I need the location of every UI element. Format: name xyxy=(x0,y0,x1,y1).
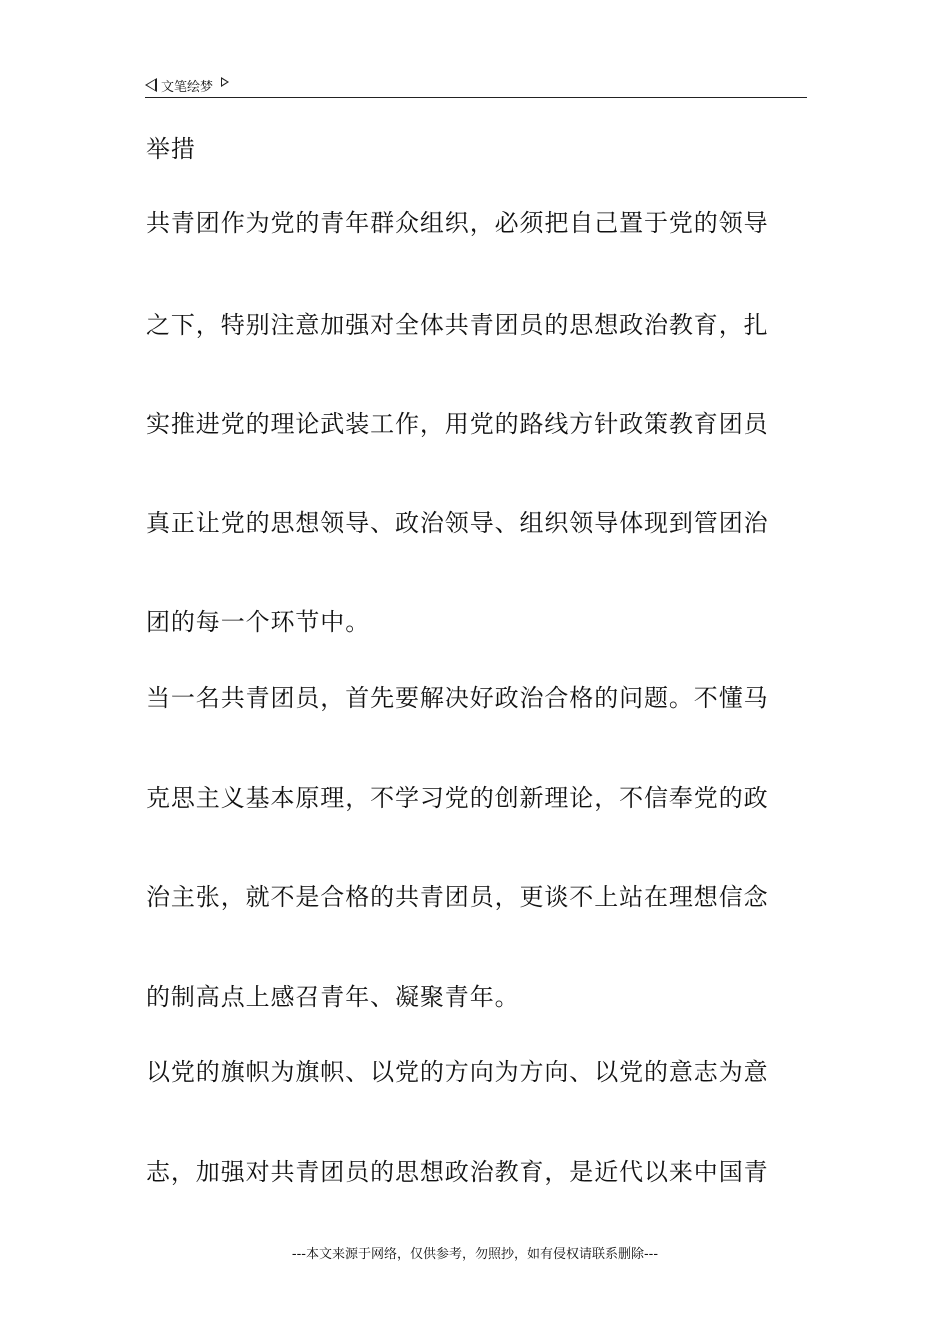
text-line: 的制高点上感召青年、凝聚青年。 xyxy=(146,983,520,1011)
triangle-left-icon xyxy=(145,78,157,92)
text-line: 之下，特别注意加强对全体共青团员的思想政治教育，扎 xyxy=(146,311,769,339)
footer-disclaimer: ---本文来源于网络，仅供参考，勿照抄，如有侵权请联系删除--- xyxy=(291,1247,659,1262)
text-line: 以党的旗帜为旗帜、以党的方向为方向、以党的意志为意 xyxy=(146,1058,769,1086)
text-line: 克思主义基本原理，不学习党的创新理论，不信奉党的政 xyxy=(146,784,769,812)
text-line: 团的每一个环节中。 xyxy=(146,608,371,636)
text-line: 举措 xyxy=(146,135,196,163)
header-brand xyxy=(145,74,229,96)
header-title: 文笔绘梦 xyxy=(161,79,214,95)
text-line: 共青团作为党的青年群众组织，必须把自己置于党的领导 xyxy=(146,209,769,237)
text-line: 真正让党的思想领导、政治领导、组织领导体现到管团治 xyxy=(146,509,769,537)
triangle-right-icon xyxy=(221,77,229,87)
text-line: 实推进党的理论武装工作，用党的路线方针政策教育团员 xyxy=(146,410,769,438)
text-line: 治主张，就不是合格的共青团员，更谈不上站在理想信念 xyxy=(146,883,769,911)
page-header xyxy=(145,74,807,98)
text-line: 当一名共青团员，首先要解决好政治合格的问题。不懂马 xyxy=(146,684,769,712)
text-line: 志，加强对共青团员的思想政治教育，是近代以来中国青 xyxy=(146,1158,769,1186)
